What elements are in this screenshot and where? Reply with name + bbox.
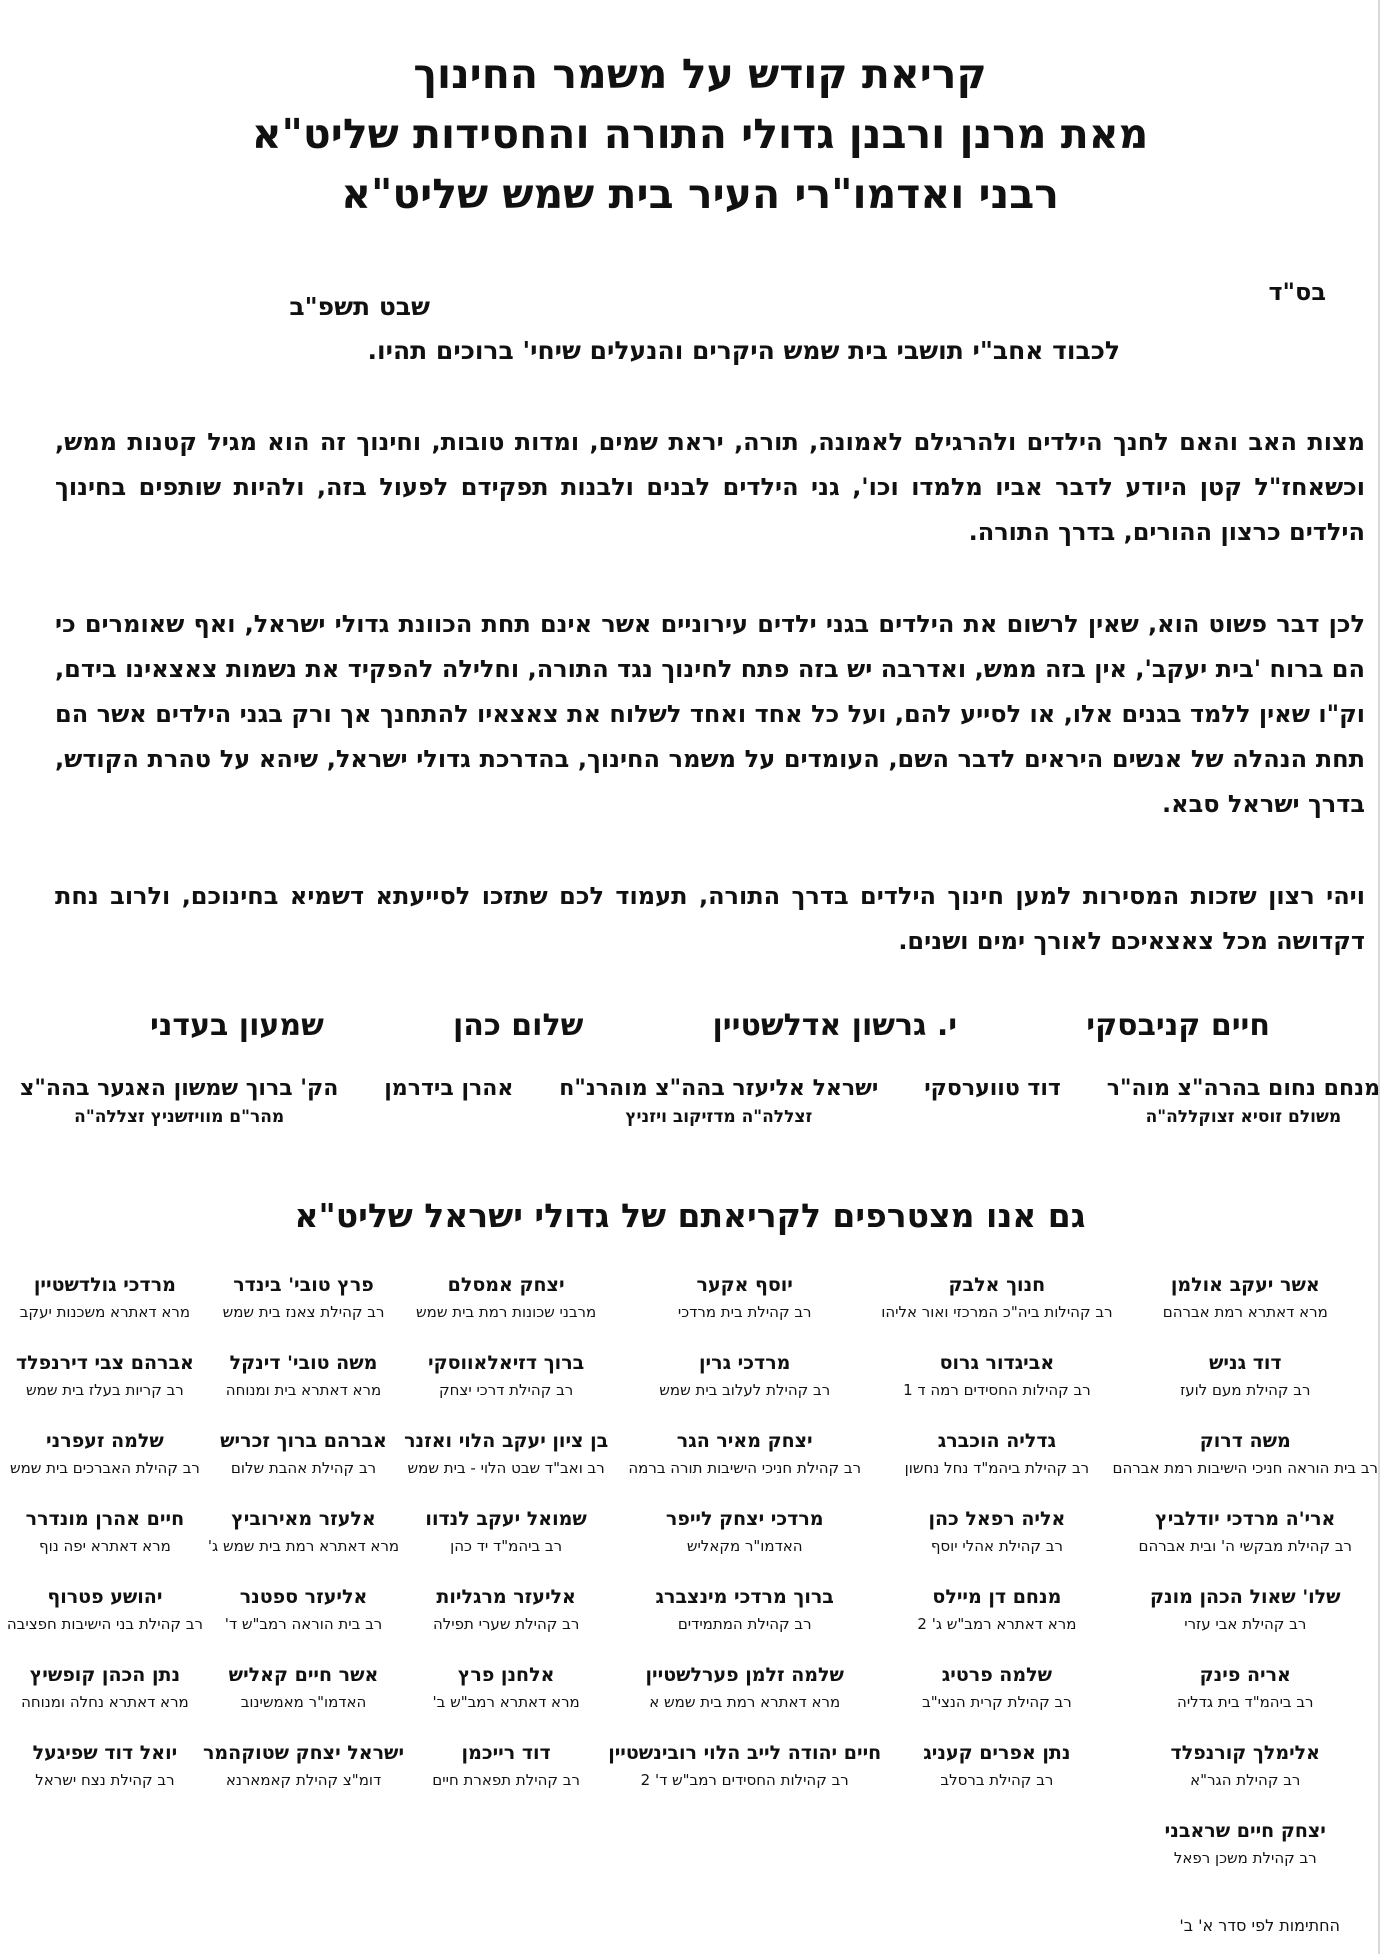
rabbi-signature [404,1272,608,1326]
rabbi-title: רב קהילת לעלוב בית שמש [659,1381,831,1399]
rabbi-signature [1113,1350,1378,1404]
rabbi-title: רב קהילת אהלי יוסף [930,1537,1063,1555]
rabbi-signature [7,1662,203,1716]
rabbi-title: רב קהילת דרכי יצחק [438,1381,574,1399]
rabbi-name: משה טובי' דינקל [229,1352,378,1374]
rabbi-signature [1113,1584,1378,1638]
rabbi-name: שלמה זעפרני [46,1430,164,1452]
rabbi-title: רב בית הוראה רמב"ש ד' [224,1615,383,1633]
rabbi-title: מרא דאתרא רמת בית שמש א [649,1693,841,1711]
rabbi-title: רב קהילת הגר"א [1190,1771,1301,1789]
rabbi-title: האדמו"ר מאמשינוב [240,1693,367,1711]
rabbi-title: רב קהילת אהבת שלום [230,1459,377,1477]
rabbi-name: יוסף אקער [696,1274,793,1296]
rabbi-signature [203,1428,404,1482]
rabbi-name: אלימלך קורנפלד [1170,1742,1321,1764]
rabbi-signature [881,1740,1112,1794]
rabbi-signature [608,1350,881,1404]
rabbi-name: בן ציון יעקב הלוי ואזנר [404,1430,609,1452]
rabbi-signature [404,1428,608,1482]
rabbi-signature [881,1428,1112,1482]
rabbi-name: מרדכי גרין [699,1352,791,1374]
rabbi-signature [203,1584,404,1638]
secondary-signer [559,1076,878,1127]
rabbi-signature [7,1740,203,1794]
rabbi-signature [203,1506,404,1560]
rabbi-name: יהושע פטרוף [47,1586,163,1608]
secondary-signer [924,1076,1061,1127]
rabbi-title: רב ואב"ד שבט הלוי - בית שמש [407,1459,605,1477]
rabbi-title: מרא דאתרא נחלה ומנוחה [21,1693,189,1711]
rabbi-name: ברוך דזיאלאווסקי [428,1352,585,1374]
rabbi-name: שלו' שאול הכהן מונק [1149,1586,1341,1608]
signer-name: חיים קניבסקי [1086,1008,1270,1043]
page-edge-divider [1378,0,1380,1954]
paragraph-3: ויהי רצון שזכות המסירות למען חינוך הילדים בדרך התורה, תעמוד לכם שתזכו לסייעתא דשמיא בחינוכם, ולרוב נחת דקדושה מכל צאצאיכם לאורך ימים ושנים. [55,882,1365,955]
rabbi-name: שלמה פרטיג [941,1664,1053,1686]
main-title-line-2: מאת מרנן ורבנן גדולי התורה והחסידות שליט"א [251,110,1149,158]
rabbi-name: אליעזר ספטנר [239,1586,368,1608]
rabbi-title: רב קהילת תפארת חיים [432,1771,580,1789]
main-title-line-1: קריאת קודש על משמר החינוך [413,50,987,98]
rabbi-title: מרא דאתרא יפה נוף [39,1537,171,1555]
signer-name: שמעון בעדני [150,1008,324,1043]
rabbi-name: אברהם צבי דירנפלד [15,1352,194,1374]
rabbi-name: יואל דוד שפיגעל [32,1742,178,1764]
rabbi-name: דוד רייכמן [461,1742,551,1764]
rabbi-name: אליעזר מרגליות [436,1586,576,1608]
rabbi-signature [7,1584,203,1638]
rabbi-signature [404,1740,608,1794]
rabbi-name: אביגדור גרוס [939,1352,1055,1374]
secondary-signer-desc: משולם זוסיא זצוקללה"ה [1145,1107,1342,1127]
rabbi-name: פרץ טובי' בינדר [233,1274,374,1296]
secondary-signer-name: אהרן בידרמן [384,1076,514,1101]
rabbi-name: אליה רפאל כהן [928,1508,1066,1530]
title-block [0,0,1400,224]
secondary-signer-desc: מהר"ם מוויזשניץ זצללה"ה [74,1107,285,1127]
rabbi-title: מרא דאתרא רמת בית שמש ג' [207,1537,400,1555]
join-heading: גם אנו מצטרפים לקריאתם של גדולי ישראל שליט"א [294,1196,1086,1235]
rabbi-signature [881,1350,1112,1404]
rabbi-signature [881,1272,1112,1326]
rabbi-signature [1113,1272,1378,1326]
rabbi-title: רב ביהמ"ד בית גדליה [1177,1693,1314,1711]
bsd-header: בס"ד [1268,278,1326,306]
rabbi-signature [7,1272,203,1326]
rabbi-name: מרדכי גולדשטיין [33,1274,176,1296]
rabbi-title: רב בית הוראה חניכי הישיבות רמת אברהם [1112,1459,1378,1477]
rabbi-signature [608,1740,881,1794]
rabbi-signature [608,1272,881,1326]
rabbi-signature [7,1428,203,1482]
secondary-signer [1107,1076,1380,1127]
rabbi-title: רב קהילות החסידים רמב"ש ד' 2 [640,1771,849,1789]
rabbi-title: רב קהילת חניכי הישיבות תורה ברמה [628,1459,862,1477]
rabbi-name: אלעזר מאירוביץ [231,1508,376,1530]
rabbi-signature [1113,1428,1378,1482]
rabbi-name: ברוך מרדכי מינצברג [655,1586,834,1608]
rabbi-name: אברהם ברוך זכריש [220,1430,387,1452]
rabbi-title: רב קהילת נצח ישראל [35,1771,175,1789]
rabbi-signature [881,1506,1112,1560]
rabbi-title: דומ"צ קהילת קאמארנא [225,1771,382,1789]
rabbi-signature [608,1506,881,1560]
rabbis-signature-grid [8,1272,1378,1872]
rabbi-signature [1113,1818,1378,1872]
secondary-signer [20,1076,338,1127]
rabbi-signature [203,1272,404,1326]
rabbi-signature [404,1506,608,1560]
rabbi-signature [608,1662,881,1716]
rabbi-name: שמואל יעקב לנדוו [425,1508,587,1530]
rabbi-title: רב קהילת צאנז בית שמש [222,1303,385,1321]
signer-name: שלום כהן [452,1008,584,1043]
rabbi-title: רב קהילת שערי תפילה [432,1615,580,1633]
rabbi-name: דוד גניש [1208,1352,1282,1374]
rabbi-name: גדליה הוכברג [937,1430,1057,1452]
rabbi-signature [608,1428,881,1482]
primary-signers [150,1008,1270,1043]
rabbi-name: חיים יהודה לייב הלוי רובינשטיין [608,1742,882,1764]
rabbi-title: האדמו"ר מקאליש [686,1537,803,1555]
rabbi-title: רב ביהמ"ד יד כהן [450,1537,563,1555]
rabbi-name: יצחק מאיר הגר [676,1430,813,1452]
rabbi-name: ארי'ה מרדכי יודלביץ [1155,1508,1336,1530]
hebrew-date: שבט תשפ"ב [289,292,430,321]
rabbi-name: יצחק חיים שראבני [1164,1820,1326,1842]
signer-name: י. גרשון אדלשטיין [712,1008,958,1043]
secondary-signer [384,1076,513,1127]
rabbi-title: רב קהילת ביהמ"ד נחל נחשון [904,1459,1090,1477]
rabbi-signature [1113,1662,1378,1716]
secondary-signer-desc: זצללה"ה מדזיקוב ויזניץ [625,1107,813,1127]
rabbi-signature [203,1662,404,1716]
rabbi-signature [203,1740,404,1794]
rabbi-name: נתן הכהן קופשיץ [29,1664,181,1686]
rabbi-title: רב קהילות החסידים רמה ד 1 [903,1381,1091,1399]
rabbi-signature [7,1506,203,1560]
rabbi-signature [608,1584,881,1638]
secondary-signers [20,1076,1380,1127]
rabbi-signature [1113,1506,1378,1560]
rabbi-title: רב קהילת ברסלב [940,1771,1054,1789]
rabbi-signature [404,1662,608,1716]
rabbi-name: מרדכי יצחק לייפר [665,1508,824,1530]
greeting-line: לכבוד אחב"י תושבי בית שמש היקרים והנעלים שיחי' ברוכים תהיו. [367,336,1120,365]
rabbi-name: אשר יעקב אולמן [1170,1274,1320,1296]
rabbi-name: חנוך אלבק [948,1274,1046,1296]
signature-order-note: החתימות לפי סדר א' ב' [1179,1916,1340,1935]
rabbi-name: אלחנן פרץ [457,1664,555,1686]
rabbi-signature [404,1350,608,1404]
rabbi-title: רב קהילת האברכים בית שמש [9,1459,200,1477]
rabbi-name: ישראל יצחק שטוקהמר [202,1742,405,1764]
rabbi-name: שלמה זלמן פערלשטיין [645,1664,844,1686]
rabbi-signature [404,1584,608,1638]
secondary-signer-name: דוד טווערסקי [924,1076,1061,1101]
rabbi-name: יצחק אמסלם [447,1274,565,1296]
paragraph-2: לכן דבר פשוט הוא, שאין לרשום את הילדים בגני ילדים עירוניים אשר אינם תחת הכוונת גדולי ישראל, ואף שאומרים כי הם ברוח 'בית יעקב', אין בזה ממש, ואדרבה יש בזה פתח לחינוך נגד התורה, וחלילה להפקיד את נשמות צאצאינו בידם, וק"ו שאין ללמד בגנים אלו, או לסייע להם, ועל כל אחד ואחד לשלוח את צאצאיו להתחנך אך ורק בגני הילדים אשר הם תחת הנהלה של אנשים היראים לדבר השם, העומדים על משמר החינוך, בהדרכת גדולי ישראל, שיהא על טהרת הקודש, בדרך ישראל סבא. [55,610,1365,818]
rabbi-title: רב קהילת קרית הנצי"ב [922,1693,1072,1711]
rabbi-title: רב קהילת בית מרדכי [677,1303,812,1321]
rabbi-signature [881,1584,1112,1638]
rabbi-name: מנחם דן מיילס [932,1586,1062,1608]
rabbi-name: חיים אהרן מונדרר [25,1508,185,1530]
rabbi-name: נתן אפרים קעניג [923,1742,1071,1764]
rabbi-title: רב קהילת מעם לועז [1180,1381,1311,1399]
rabbi-title: רב קהילת מבקשי ה' ובית אברהם [1138,1537,1352,1555]
rabbi-title: מרא דאתרא רמת אברהם [1162,1303,1328,1321]
rabbi-title: מרבני שכונות רמת בית שמש [416,1303,597,1321]
rabbi-title: מרא דאתרא רמב"ש ב' [432,1693,580,1711]
secondary-signer-name: ישראל אליעזר בהה"צ מוהרנ"ח [559,1076,879,1101]
rabbi-title: מרא דאתרא בית ומנוחה [225,1381,382,1399]
rabbi-title: רב קריות בעלז בית שמש [26,1381,184,1399]
secondary-signer-name: מנחם נחום בהרה"צ מוה"ר [1106,1076,1380,1101]
rabbi-title: רב קהילת בני הישיבות חפציבה [6,1615,203,1633]
rabbi-signature [203,1350,404,1404]
secondary-signer-name: הק' ברוך שמשון האגער בהה"צ [20,1076,339,1101]
paragraph-1: מצות האב והאם לחנך הילדים ולהרגילם לאמונה, תורה, יראת שמים, ומדות טובות, וחינוך זה הוא מגיל קטנות ממש, וכשאחז"ל קטן היודע לדבר אביו מלמדו וכו', גני הילדים לבנים ולבנות תפקידם לפעול בזה, ולהיות שותפים בחינוך הילדים כרצון ההורים, בדרך התורה. [55,428,1365,546]
rabbi-title: מרא דאתרא רמב"ש ג' 2 [917,1615,1077,1633]
rabbi-title: מרא דאתרא משכנות יעקב [19,1303,191,1321]
rabbi-name: משה דרוק [1199,1430,1291,1452]
rabbi-title: רב קהילת אבי עזרי [1184,1615,1307,1633]
rabbi-signature [881,1662,1112,1716]
rabbi-name: אשר חיים קאליש [228,1664,379,1686]
rabbi-title: רב קהילת המתמידים [677,1615,812,1633]
rabbi-title: רב קהילת משכן רפאל [1173,1849,1317,1867]
rabbi-signature [1113,1740,1378,1794]
rabbi-name: אריה פינק [1199,1664,1291,1686]
main-title-line-3: רבני ואדמו"רי העיר בית שמש שליט"א [341,170,1059,218]
rabbi-title: רב קהילות ביה"כ המרכזי ואור אליהו [881,1303,1113,1321]
rabbi-signature [7,1350,203,1404]
